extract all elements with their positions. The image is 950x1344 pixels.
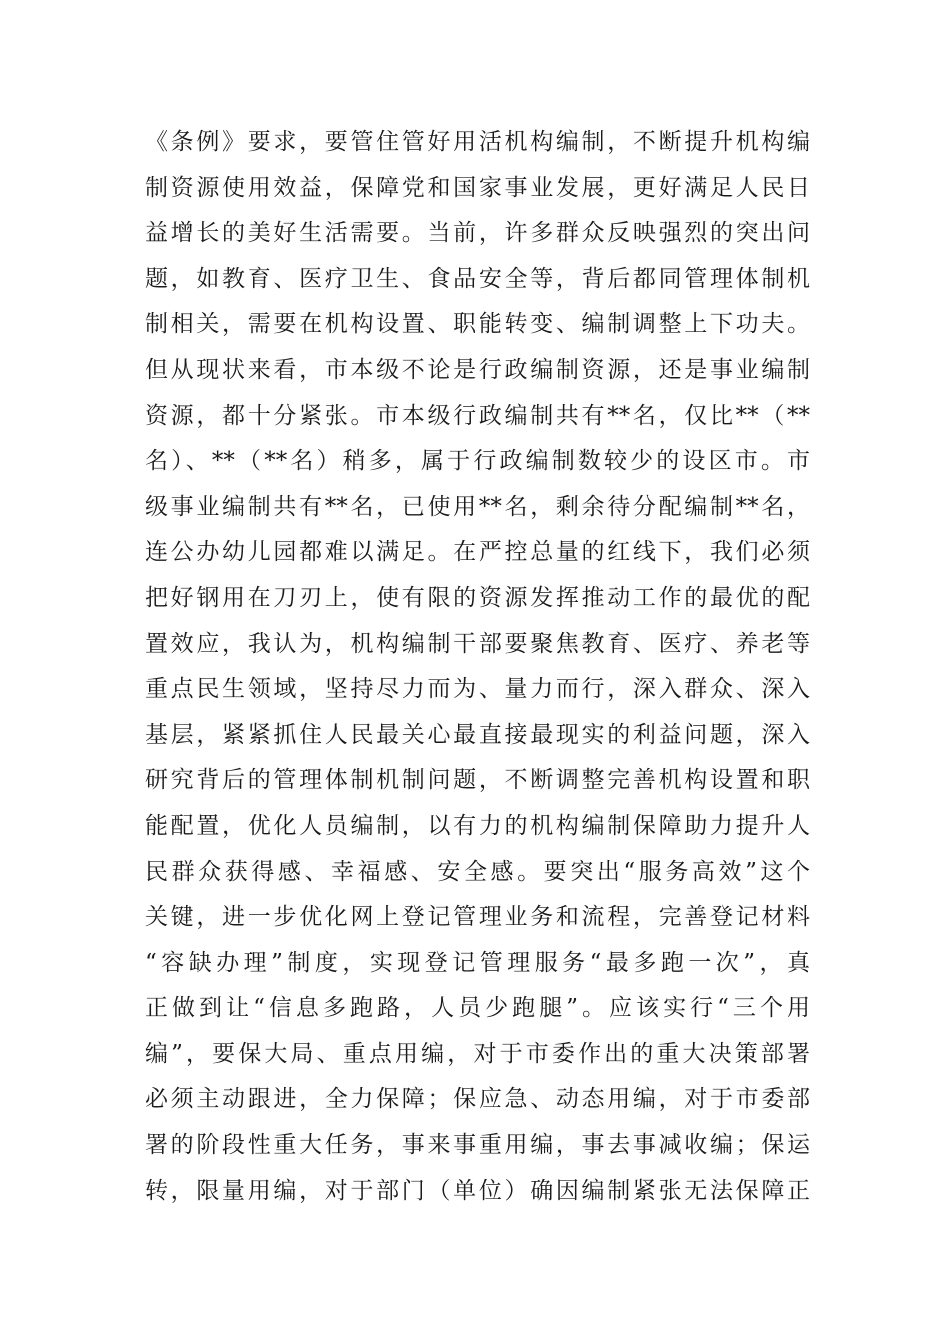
text-line: 基层，紧紧抓住人民最关心最直接最现实的利益问题，深入 <box>145 721 810 748</box>
text-line: 但从现状来看，市本级不论是行政编制资源，还是事业编制 <box>145 356 810 383</box>
text-line: 编”，要保大局、重点用编，对于市委作出的重大决策部署 <box>145 1040 810 1067</box>
text-line: 连公办幼儿园都难以满足。在严控总量的红线下，我们必须 <box>145 539 810 566</box>
text-line: 把好钢用在刀刃上，使有限的资源发挥推动工作的最优的配 <box>145 584 810 611</box>
text-line: 能配置，优化人员编制，以有力的机构编制保障助力提升人 <box>145 812 810 839</box>
text-line: 制资源使用效益，保障党和国家事业发展，更好满足人民日 <box>145 174 810 201</box>
body-paragraph <box>145 120 810 1214</box>
text-line: “容缺办理”制度，实现登记管理服务“最多跑一次”，真 <box>145 949 810 976</box>
text-line: 重点民生领域，坚持尽力而为、量力而行，深入群众、深入 <box>145 676 810 703</box>
text-line: 必须主动跟进，全力保障；保应急、动态用编，对于市委部 <box>145 1086 810 1113</box>
text-line: 《条例》要求，要管住管好用活机构编制，不断提升机构编 <box>145 129 810 155</box>
text-line: 置效应，我认为，机构编制干部要聚焦教育、医疗、养老等 <box>145 630 810 657</box>
text-line: 正做到让“信息多跑路，人员少跑腿”。应该实行“三个用 <box>145 995 810 1022</box>
text-line: 资源，都十分紧张。市本级行政编制共有**名，仅比**（** <box>145 402 810 429</box>
text-line: 级事业编制共有**名，已使用**名，剩余待分配编制**名， <box>145 493 810 520</box>
text-line: 关键，进一步优化网上登记管理业务和流程，完善登记材料 <box>145 904 810 931</box>
text-line: 民群众获得感、幸福感、安全感。要突出“服务高效”这个 <box>145 858 810 885</box>
text-line: 署的阶段性重大任务，事来事重用编，事去事减收编；保运 <box>145 1132 810 1159</box>
text-line: 转，限量用编，对于部门（单位）确因编制紧张无法保障正 <box>145 1177 810 1204</box>
text-line: 名）、**（**名）稍多，属于行政编制数较少的设区市。市 <box>145 448 810 475</box>
text-line: 制相关，需要在机构设置、职能转变、编制调整上下功夫。 <box>145 311 810 338</box>
text-line: 题，如教育、医疗卫生、食品安全等，背后都同管理体制机 <box>145 265 810 292</box>
text-line: 益增长的美好生活需要。当前，许多群众反映强烈的突出问 <box>145 220 810 247</box>
text-line: 研究背后的管理体制机制问题，不断调整完善机构设置和职 <box>145 767 810 794</box>
